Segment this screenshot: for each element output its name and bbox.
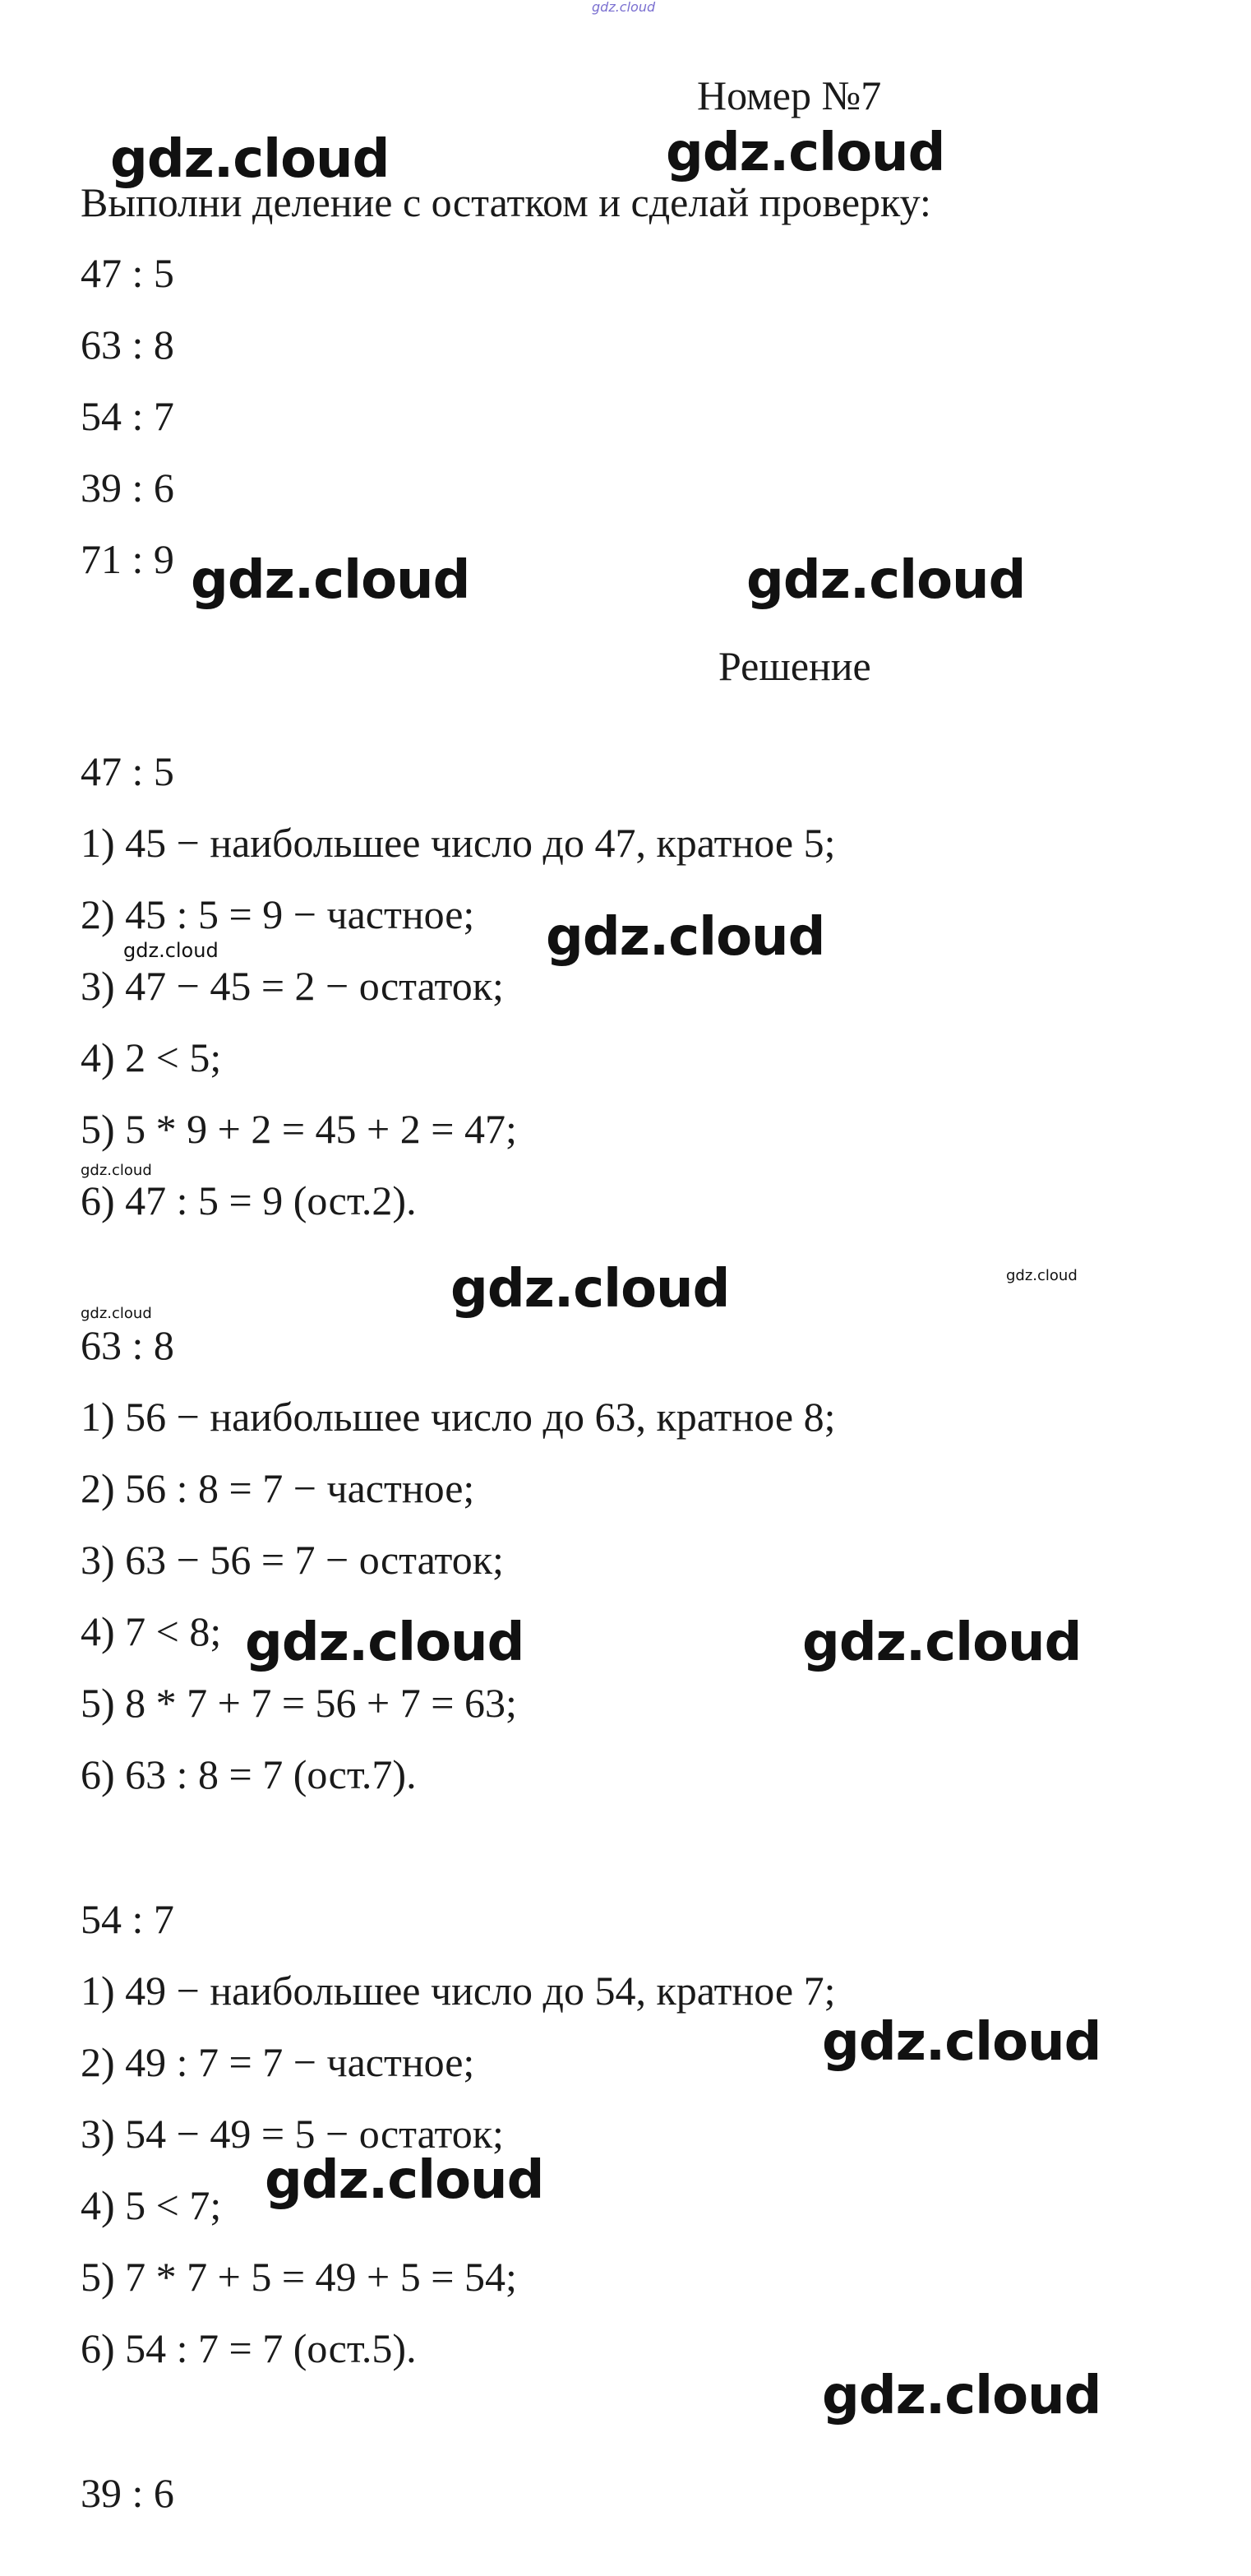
watermark: gdz.cloud — [265, 2150, 544, 2211]
solution-step: 1) 49 − наибольшее число до 54, кратное 7; — [81, 1968, 836, 2014]
solution-step: 2) 56 : 8 = 7 − частное; — [81, 1465, 475, 1511]
watermark: gdz.cloud — [245, 1612, 524, 1673]
watermark: gdz.cloud — [822, 2366, 1101, 2426]
watermark-small: gdz.cloud — [81, 1305, 152, 1322]
solution-step: 4) 7 < 8; — [81, 1608, 222, 1654]
solution-step: 1) 56 − наибольшее число до 63, кратное 8; — [81, 1394, 836, 1440]
watermark: gdz.cloud — [450, 1259, 730, 1320]
solution-step: 6) 63 : 8 = 7 (ост.7). — [81, 1751, 417, 1797]
solution-step: 3) 47 − 45 = 2 − остаток; — [81, 963, 504, 1009]
exercise-item: 47 : 5 — [81, 250, 174, 296]
solution-step: 3) 54 − 49 = 5 − остаток; — [81, 2111, 504, 2157]
watermark: gdz.cloud — [191, 550, 470, 611]
task-text: Выполни деление с остатком и сделай проверку: — [81, 179, 931, 225]
watermark: gdz.cloud — [802, 1612, 1082, 1673]
number-title: Номер №7 — [697, 72, 882, 118]
exercise-item: 39 : 6 — [81, 465, 174, 511]
exercise-item: 54 : 7 — [81, 393, 174, 439]
watermark-small: gdz.cloud — [1006, 1267, 1078, 1284]
solution-step: 6) 47 : 5 = 9 (ост.2). — [81, 1177, 417, 1223]
exercise-item: 71 : 9 — [81, 536, 174, 582]
watermark: gdz.cloud — [666, 123, 945, 183]
solution-step: 2) 45 : 5 = 9 − частное; — [81, 891, 475, 937]
watermark: gdz.cloud — [546, 907, 825, 968]
problem-heading: 63 : 8 — [81, 1322, 174, 1368]
solution-step: 4) 2 < 5; — [81, 1034, 222, 1080]
solution-step: 4) 5 < 7; — [81, 2182, 222, 2228]
watermark: gdz.cloud — [110, 129, 390, 190]
watermark-small: gdz.cloud — [81, 1162, 152, 1179]
solution-step: 5) 7 * 7 + 5 = 49 + 5 = 54; — [81, 2254, 517, 2300]
solution-step: 2) 49 : 7 = 7 − частное; — [81, 2039, 475, 2085]
watermark-small: gdz.cloud — [123, 939, 219, 962]
problem-heading: 54 : 7 — [81, 1896, 174, 1942]
solution-step: 1) 45 − наибольшее число до 47, кратное 5; — [81, 820, 836, 866]
solution-step: 5) 5 * 9 + 2 = 45 + 2 = 47; — [81, 1106, 517, 1152]
solution-title: Решение — [718, 643, 871, 689]
solution-step: 5) 8 * 7 + 7 = 56 + 7 = 63; — [81, 1680, 517, 1726]
watermark: gdz.cloud — [746, 550, 1026, 611]
problem-heading: 39 : 6 — [81, 2470, 174, 2516]
exercise-item: 63 : 8 — [81, 321, 174, 368]
problem-heading: 47 : 5 — [81, 748, 174, 794]
solution-step: 6) 54 : 7 = 7 (ост.5). — [81, 2325, 417, 2371]
top-watermark: gdz.cloud — [592, 0, 656, 15]
solution-step: 3) 63 − 56 = 7 − остаток; — [81, 1537, 504, 1583]
watermark: gdz.cloud — [822, 2012, 1101, 2073]
